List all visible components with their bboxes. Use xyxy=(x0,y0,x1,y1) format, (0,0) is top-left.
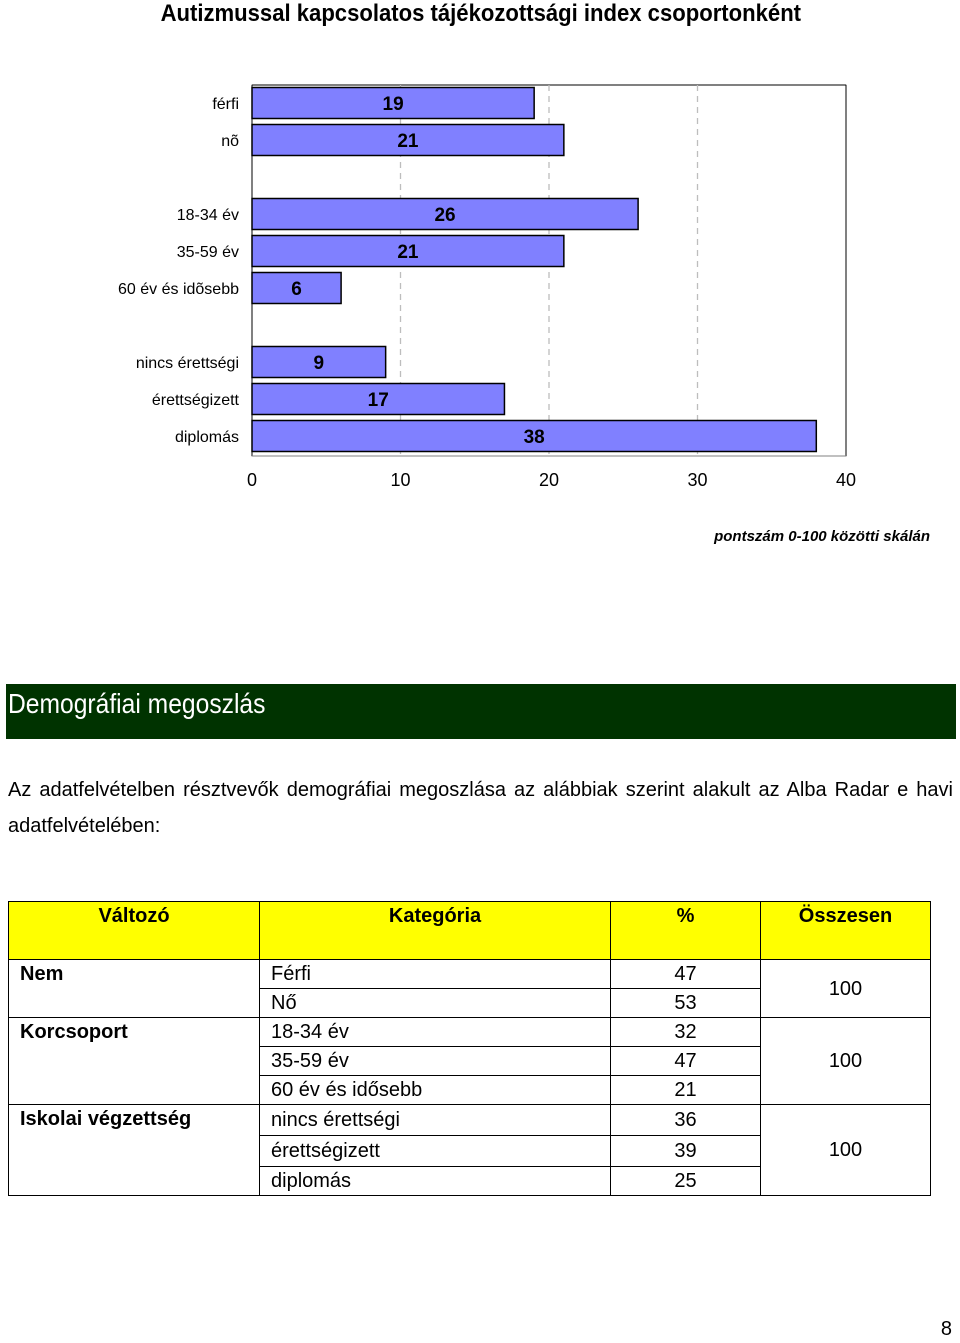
y-category-label: nincs érettségi xyxy=(135,355,239,372)
total-cell: 100 xyxy=(761,960,931,1018)
bar-value-label: 38 xyxy=(523,427,545,448)
table-row xyxy=(9,1105,931,1136)
category-cell: 35-59 év xyxy=(260,1047,611,1076)
category-cell: 60 év és idősebb xyxy=(260,1076,611,1105)
table-row xyxy=(9,1018,931,1047)
bar-chart xyxy=(0,0,960,560)
total-cell: 100 xyxy=(761,1105,931,1196)
variable-cell: Iskolai végzettség xyxy=(9,1105,260,1196)
section-heading: Demográfiai megoszlás xyxy=(8,688,266,719)
variable-cell: Nem xyxy=(9,960,260,1018)
y-category-label: férfi xyxy=(212,96,239,113)
page-number: 8 xyxy=(940,1318,952,1340)
y-category-label: diplomás xyxy=(174,429,239,446)
percent-cell: 53 xyxy=(611,989,761,1018)
percent-cell: 47 xyxy=(611,960,761,989)
bar-value-label: 19 xyxy=(382,94,404,115)
category-cell: diplomás xyxy=(260,1167,611,1196)
header-variable: Változó xyxy=(9,902,260,960)
header-total: Összesen xyxy=(761,902,931,960)
variable-cell: Korcsoport xyxy=(9,1018,260,1105)
x-tick-label: 30 xyxy=(687,470,708,490)
percent-cell: 21 xyxy=(611,1076,761,1105)
x-tick-label: 10 xyxy=(390,470,411,490)
x-tick-label: 20 xyxy=(538,470,560,490)
y-category-label: 35-59 év xyxy=(176,244,239,261)
percent-cell: 47 xyxy=(611,1047,761,1076)
percent-cell: 36 xyxy=(611,1105,761,1136)
category-cell: Férfi xyxy=(260,960,611,989)
category-cell: 18-34 év xyxy=(260,1018,611,1047)
bar-value-label: 6 xyxy=(291,279,302,300)
header-percent: % xyxy=(611,902,761,960)
y-category-label: nõ xyxy=(221,133,239,150)
bar-value-label: 21 xyxy=(397,242,419,263)
demographics-table xyxy=(8,901,931,1196)
y-category-label: 18-34 év xyxy=(176,207,239,224)
bar-value-label: 26 xyxy=(434,205,456,226)
bar-value-label: 21 xyxy=(397,131,419,152)
percent-cell: 39 xyxy=(611,1136,761,1167)
bar-value-label: 17 xyxy=(367,390,389,411)
x-tick-label: 40 xyxy=(835,470,857,490)
percent-cell: 25 xyxy=(611,1167,761,1196)
intro-paragraph: Az adatfelvételben résztvevők demográfiai megoszlása az alábbiak szerint alakult az Alba Radar e havi adatfelvételében: xyxy=(8,779,953,837)
x-tick-label: 0 xyxy=(246,470,258,490)
bar-value-label: 9 xyxy=(313,353,325,374)
table-row xyxy=(9,960,931,989)
y-category-label: 60 év és idõsebb xyxy=(118,281,239,298)
total-cell: 100 xyxy=(761,1018,931,1105)
category-cell: nincs érettségi xyxy=(260,1105,611,1136)
percent-cell: 32 xyxy=(611,1018,761,1047)
x-axis-title: pontszám 0-100 közötti skálán xyxy=(714,528,930,545)
page-title: Autizmussal kapcsolatos tájékozottsági index csoportonként xyxy=(160,0,802,27)
category-cell: érettségizett xyxy=(260,1136,611,1167)
header-category: Kategória xyxy=(260,902,611,960)
category-cell: Nő xyxy=(260,989,611,1018)
y-category-label: érettségizett xyxy=(151,392,239,409)
table-header-row xyxy=(9,902,931,960)
